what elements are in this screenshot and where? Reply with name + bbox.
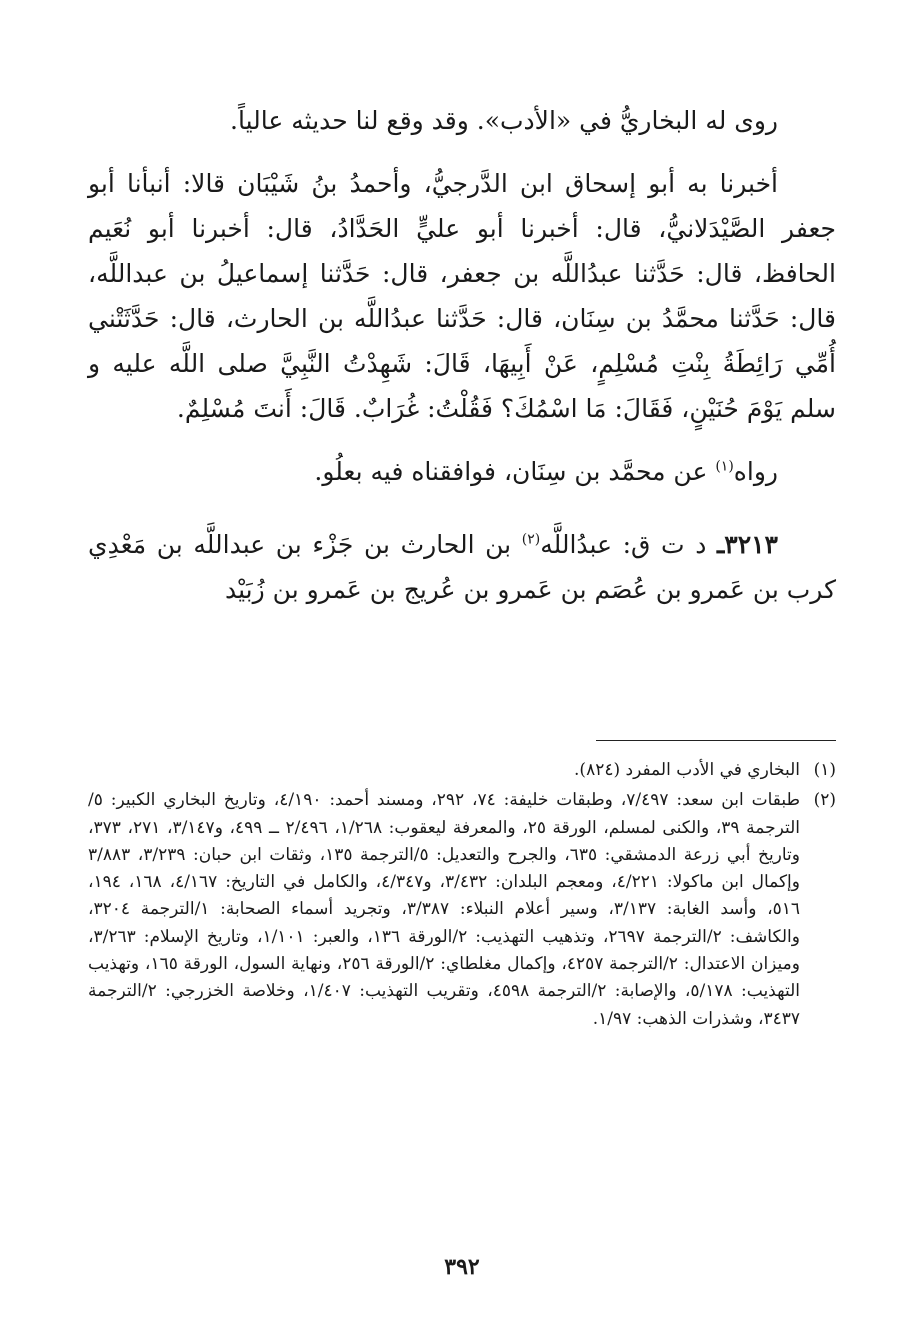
paragraph-isnad: أخبرنا به أبو إسحاق ابن الدَّرجيُّ، وأحمدُ بنُ شَيْبَان قالا: أنبأنا أبو جعفر الصَّيْدَلانيُّ، قال: أخبرنا أبو عليٍّ الحَدَّادُ، قال: أخبرنا أبو نُعَيم الحافظ، قال: حَدَّثنا عبدُاللَّه بن جعفر، قال: حَدَّثنا إسماعيلُ بن عبداللَّه، قال: حَدَّثنا محمَّدُ بن سِنَان، قال: حَدَّثنا عبدُاللَّه بن الحارث، قال: حَدَّثَتْني أُمِّي رَائِطَةُ بِنْتِ مُسْلِمٍ، عَنْ أَبِيهَا، قَالَ: شَهِدْتُ النَّبِيَّ صلى اللَّه عليه و سلم يَوْمَ حُنَيْنٍ، فَقَالَ: مَا اسْمُكَ؟ فَقُلْتُ: غُرَابٌ. قَالَ: أَنتَ مُسْلِمٌ.: [88, 169, 836, 423]
footnote-text: طبقات ابن سعد: ٧/٤٩٧، وطبقات خليفة: ٧٤، ٢٩٢، ومسند أحمد: ٤/١٩٠، وتاريخ البخاري الكبير: ٥/الترجمة ٣٩، والكنى لمسلم، الورقة ٢٥، والمعرفة ليعقوب: ١/٢٦٨، ٢/٤٩٦ ــ ٤٩٩، و٣/١٤٧، ٢٧١، ٣٧٣، وتاريخ أبي زرعة الدمشقي: ٦٣٥، والجرح والتعديل: ٥/الترجمة ١٣٥، وثقات ابن حبان: ٣/٢٣٩، ٣/٨٨٣ وإكمال ابن ماكولا: ٤/٢٢١، ومعجم البلدان: ٣/٤٣٢، و٤/٣٤٧، والكامل في التاريخ: ٤/١٦٧، ١٦٨، ١٩٤، ٥١٦، وأسد الغابة: ٣/١٣٧، وسير أعلام النبلاء: ٣/٣٨٧، وتجريد أسماء الصحابة: ١/الترجمة ٣٢٠٤، والكاشف: ٢/الترجمة ٢٦٩٧، وتذهيب التهذيب: ٢/الورقة ١٣٦، والعبر: ١/١٠١، وتاريخ الإسلام: ٣/٢٦٣، وميزان الاعتدال: ٢/الترجمة ٤٢٥٧، وإكمال مغلطاي: ٢/الورقة ٢٥٦، ونهاية السول، الورقة ١٦٥، وتهذيب التهذيب: ٥/١٧٨، والإصابة: ٢/الترجمة ٤٥٩٨، وتقريب التهذيب: ١/٤٠٧، وخلاصة الخزرجي: ٢/الترجمة ٣٤٣٧، وشذرات الذهب: ١/٩٧.: [88, 790, 801, 1029]
paragraph-riwaya: [88, 449, 836, 494]
footnote-text: البخاري في الأدب المفرد (٨٢٤).: [574, 760, 800, 780]
entry-heading: [88, 522, 836, 612]
footnote-2: [88, 787, 836, 1033]
entry-lead: د ت ق: عبدُاللَّه: [540, 530, 717, 559]
footnote-number: (١): [813, 760, 836, 780]
footnote-separator: [596, 740, 836, 741]
main-text: [88, 98, 836, 612]
riwaya-lead: رواه: [733, 457, 778, 486]
riwaya-rest: عن محمَّد بن سِنَان، فوافقناه فيه بعلُو.: [314, 457, 716, 486]
footnotes: [88, 757, 836, 1036]
footnote-number: (٢): [813, 790, 836, 811]
footnote-ref-1: (١): [715, 458, 734, 475]
footnote-ref-2: (٢): [521, 531, 541, 548]
footnote-1: [88, 757, 836, 784]
page-number: ٣٩٢: [444, 1254, 480, 1280]
entry-rest: بن الحارث بن جَزْء بن عبداللَّه بن مَعْدِي كرب بن عَمرو بن عُصَم بن عَمرو بن عُريج بن عَمرو بن زُبَيْد: [88, 530, 836, 604]
paragraph-narration: روى له البخاريُّ في «الأدب». وقد وقع لنا حديثه عالياً.: [230, 106, 778, 135]
entry-number: ٣٢١٣ـ: [716, 530, 778, 559]
